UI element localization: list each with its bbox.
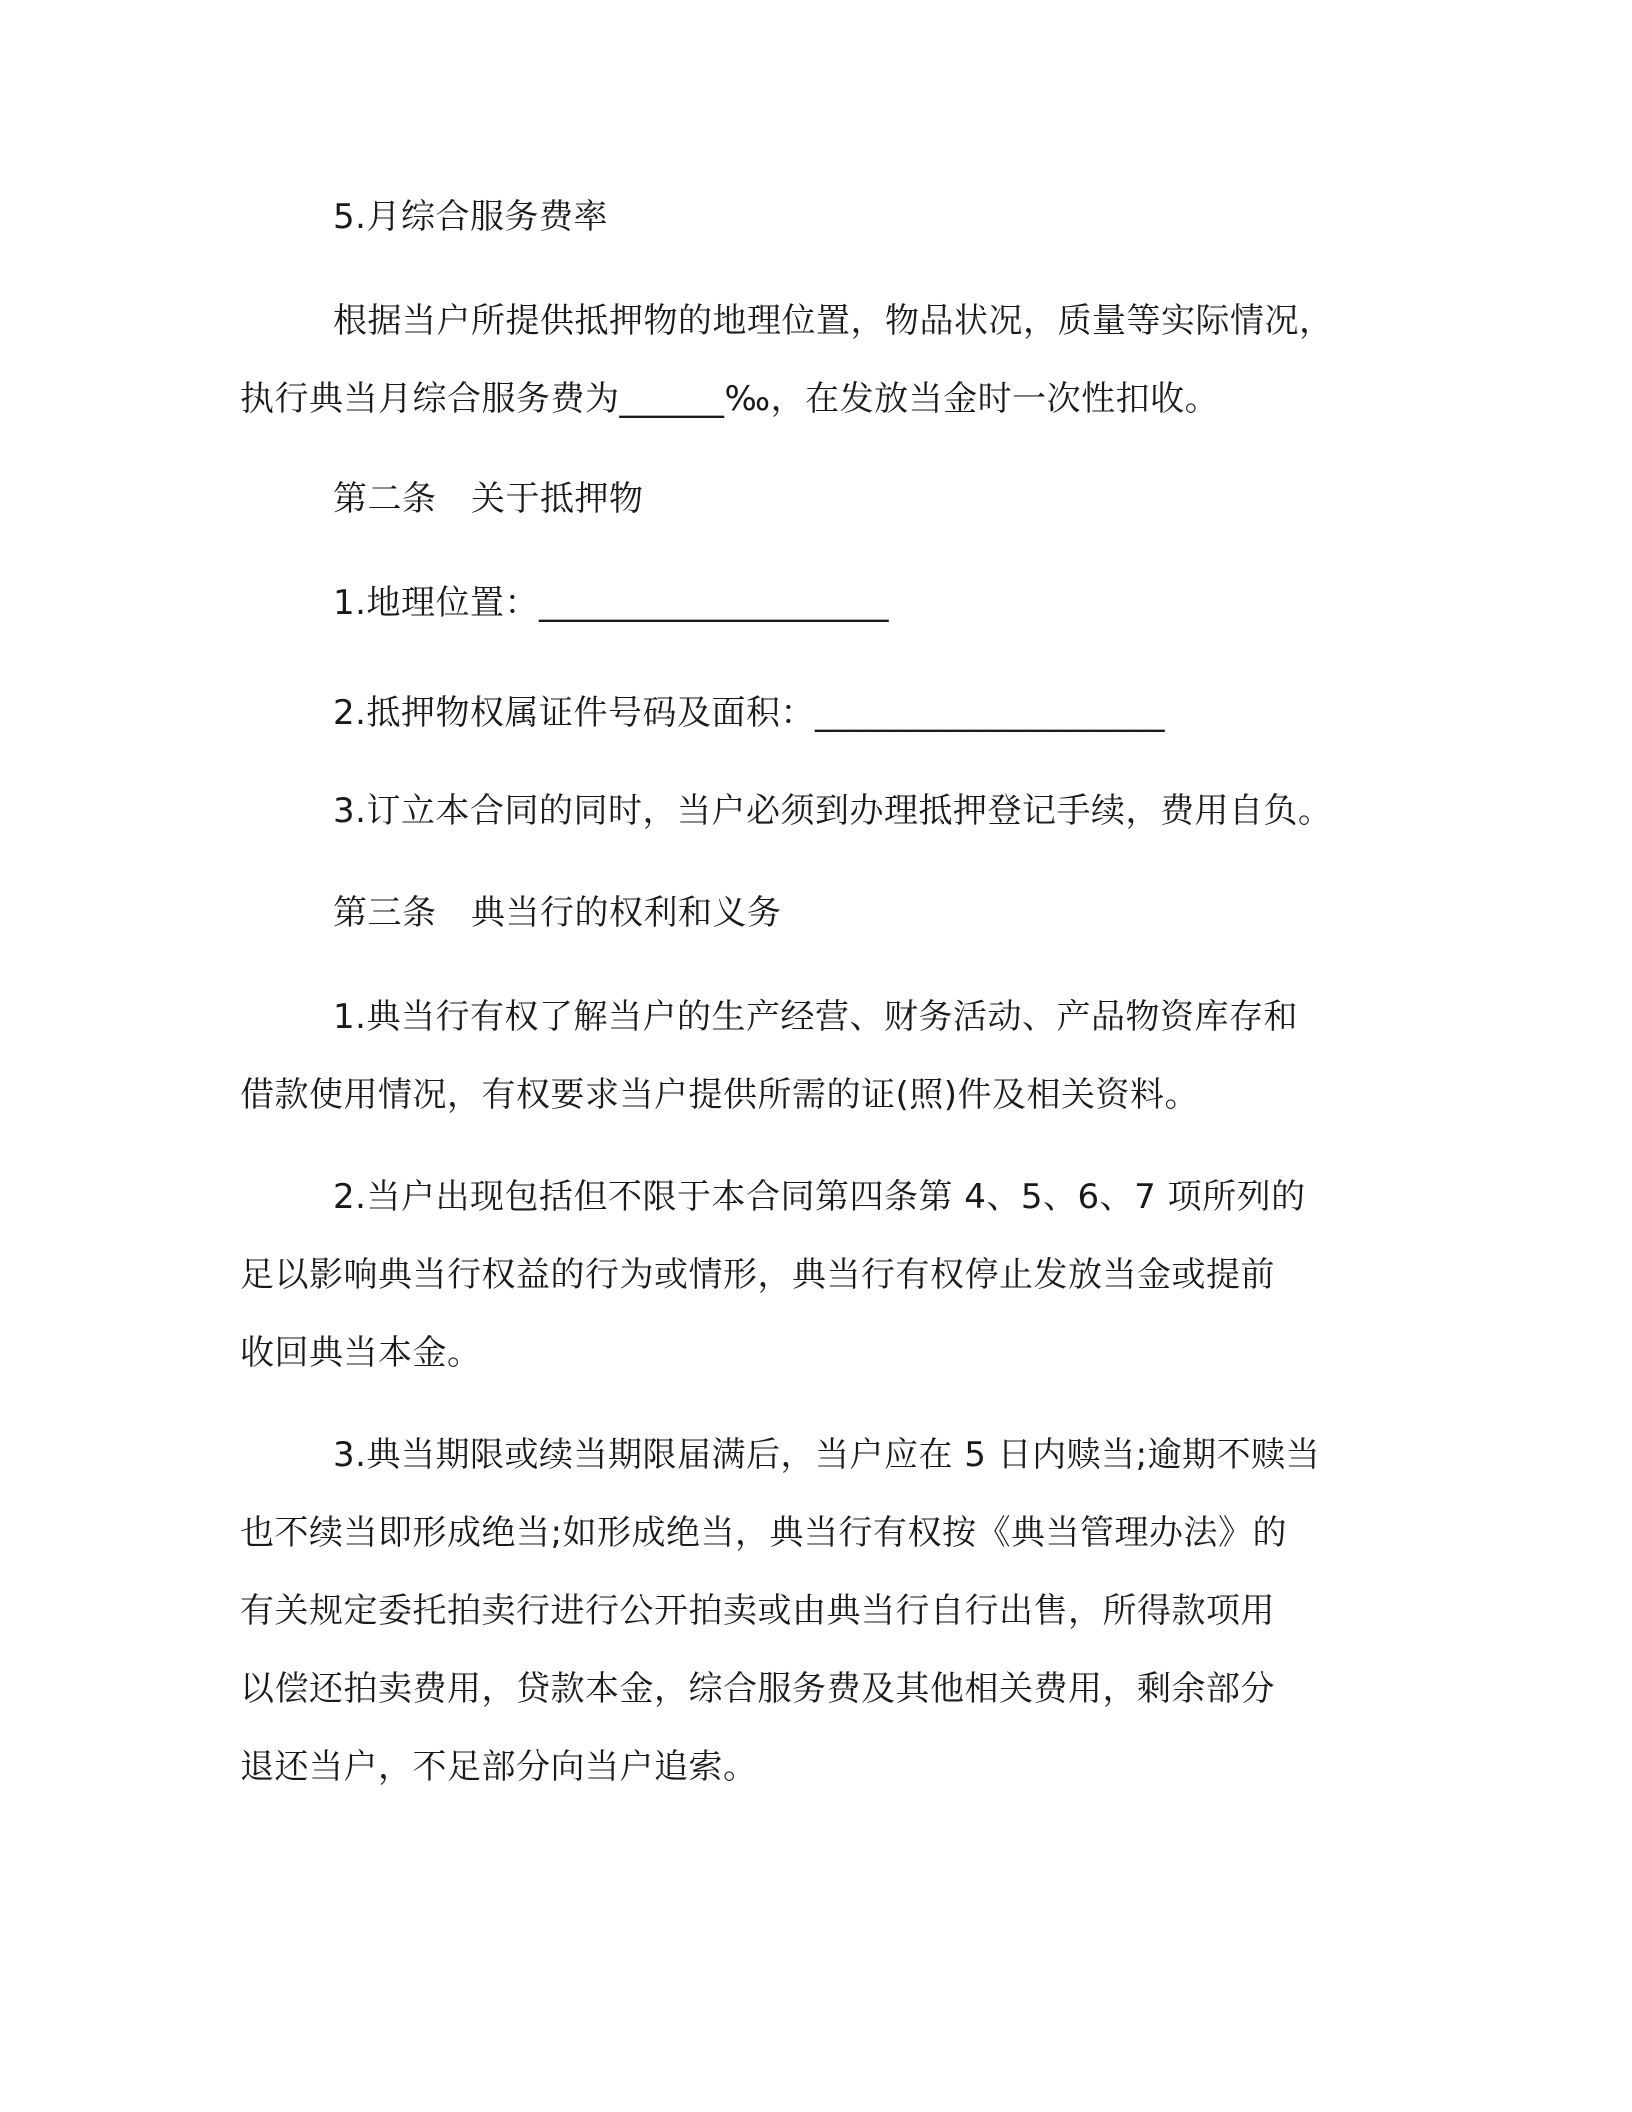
fee-paragraph-line-1: 根据当户所提供抵押物的地理位置，物品状况，质量等实际情况， [333, 301, 1334, 341]
article-3-heading: 第三条 典当行的权利和义务 [333, 893, 782, 933]
article-3-item-2-line-3: 收回典当本金。 [240, 1333, 482, 1373]
article-3-item-2-line-2: 足以影响典当行权益的行为或情形，典当行有权停止发放当金或提前 [240, 1255, 1275, 1295]
article-3-item-2-line-1: 2.当户出现包括但不限于本合同第四条第 4、5、6、7 项所列的 [333, 1177, 1306, 1217]
article-3-item-3-line-1: 3.典当期限或续当期限届满后，当户应在 5 日内赎当;逾期不赎当 [333, 1435, 1321, 1475]
article-3-item-1-line-1: 1.典当行有权了解当户的生产经营、财务活动、产品物资库存和 [333, 997, 1298, 1037]
article-3-item-3-line-3: 有关规定委托拍卖行进行公开拍卖或由典当行自行出售，所得款项用 [240, 1591, 1275, 1631]
article-3-item-3-line-2: 也不续当即形成绝当;如形成绝当，典当行有权按《典当管理办法》的 [240, 1513, 1287, 1553]
article-3-item-3-line-4: 以偿还拍卖费用，贷款本金，综合服务费及其他相关费用，剩余部分 [240, 1669, 1275, 1709]
item-5-monthly-fee-rate-heading: 5.月综合服务费率 [333, 197, 608, 237]
article-2-heading: 第二条 关于抵押物 [333, 479, 644, 519]
article-3-item-3-line-5: 退还当户，不足部分向当户追索。 [240, 1747, 758, 1787]
article-2-item-3: 3.订立本合同的同时，当户必须到办理抵押登记手续，费用自负。 [333, 791, 1333, 831]
fee-paragraph-line-2: 执行典当月综合服务费为______‰，在发放当金时一次性扣收。 [240, 379, 1220, 419]
article-2-item-1: 1.地理位置：____________________ [333, 583, 889, 623]
article-3-item-1-line-2: 借款使用情况，有权要求当户提供所需的证(照)件及相关资料。 [240, 1075, 1200, 1115]
article-2-item-2: 2.抵押物权属证件号码及面积：____________________ [333, 693, 1165, 733]
